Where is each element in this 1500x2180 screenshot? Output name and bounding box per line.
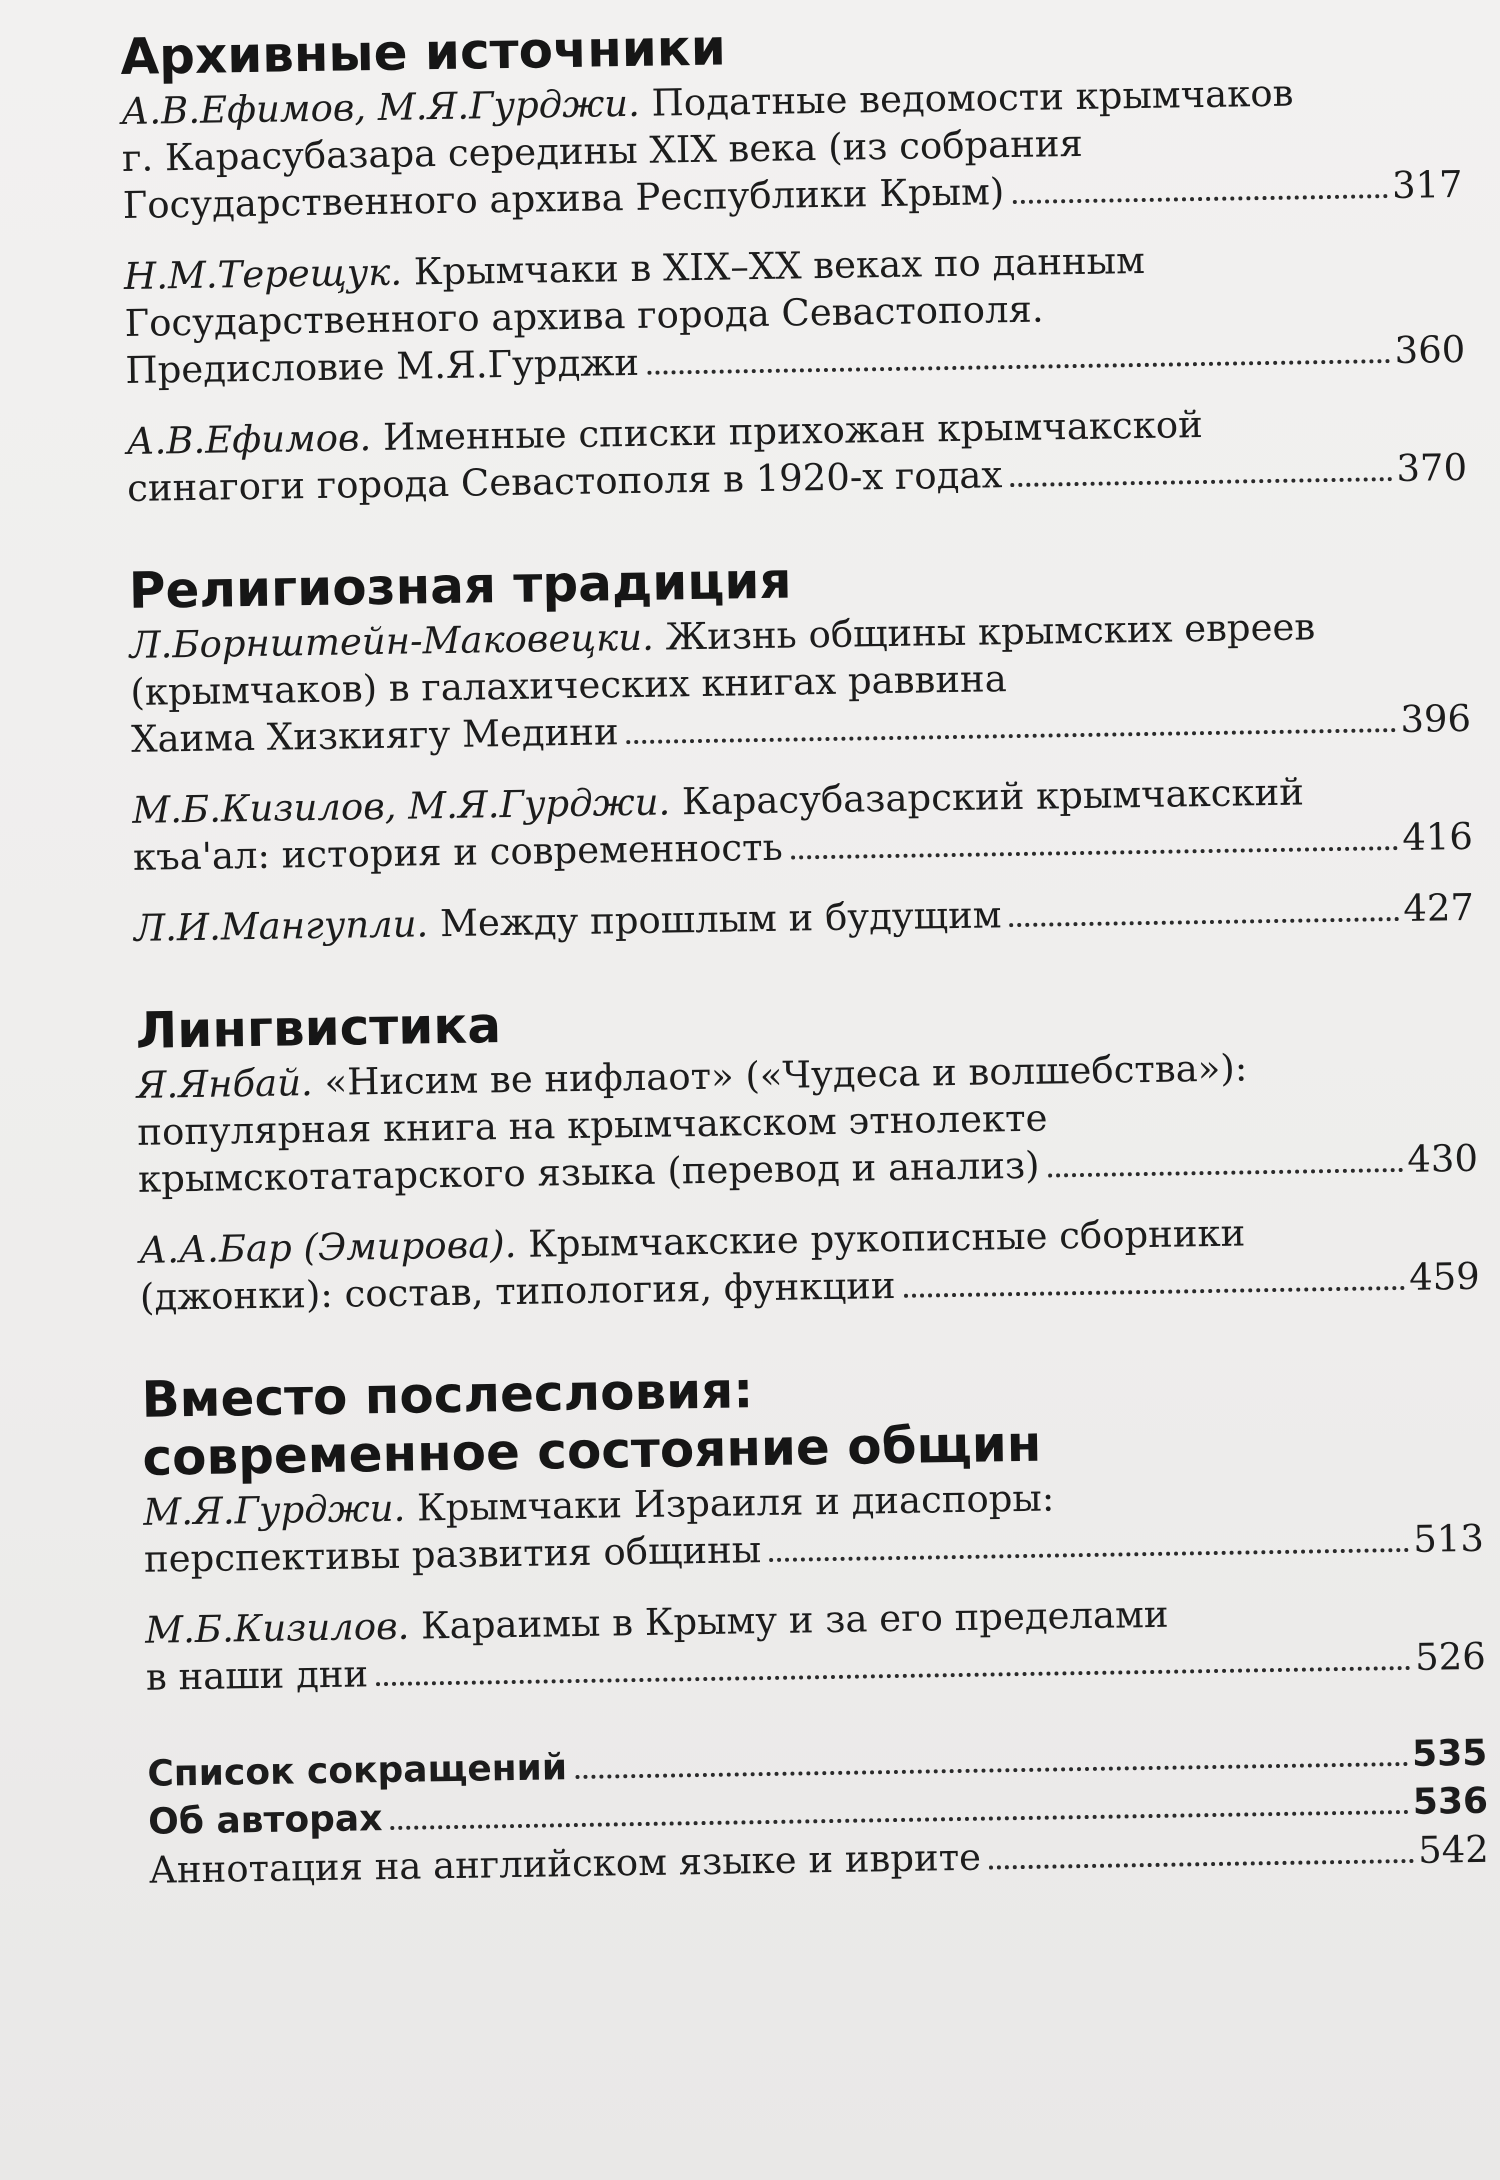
entry-title-line: Караимы в Крыму и за его пределами — [420, 1592, 1169, 1648]
entry-text — [134, 891, 1002, 952]
toc-entry — [121, 67, 1463, 229]
page-number: 317 — [1391, 162, 1463, 208]
toc-entry — [136, 1041, 1478, 1203]
page-number: 526 — [1414, 1634, 1487, 1679]
dot-leader — [1010, 477, 1392, 487]
back-matter — [147, 1730, 1489, 1895]
table-of-contents — [120, 7, 1489, 1895]
back-matter-label: Об авторах — [147, 1798, 383, 1843]
entry-title-line: крымскотатарского языка (перевод и анализ) — [137, 1143, 1040, 1201]
page-number: 536 — [1412, 1780, 1489, 1823]
entry-title-line: Между прошлым и будущим — [439, 893, 1002, 946]
entry-author: М.Б.Кизилов, М.Я.Гурджи. — [131, 780, 671, 832]
entry-title-line: «Нисим ве нифлаот» («Чудеса и волшебства»): — [324, 1046, 1248, 1104]
entry-title-line: популярная книга на крымчакском этнолекте — [137, 1096, 1048, 1154]
dot-leader — [1010, 917, 1400, 927]
page-number: 416 — [1401, 814, 1474, 859]
entry-title-line: къа'ал: история и современность — [132, 825, 784, 879]
entry-author: М.Б.Кизилов. — [144, 1604, 410, 1652]
dot-leader — [989, 1859, 1414, 1870]
page-number: 542 — [1417, 1827, 1490, 1872]
entry-title-line: Карасубазарский крымчакский — [681, 770, 1305, 824]
entry-author: А.А.Бар (Эмирова). — [138, 1222, 517, 1272]
entry-title-line: Крымчаки в XIX–XX веках по данным — [413, 238, 1146, 294]
entry-title-line: Крымчакские рукописные сборники — [527, 1211, 1246, 1266]
entry-title-line: в наши дни — [145, 1652, 369, 1699]
dot-leader — [391, 1810, 1410, 1830]
entry-author: М.Я.Гурджи. — [142, 1486, 406, 1534]
entry-author: А.В.Ефимов. — [126, 416, 372, 463]
entry-title-line: Именные списки прихожан крымчакской — [382, 403, 1204, 459]
toc-entry — [126, 397, 1467, 512]
entry-title-line: синагоги города Севастополя в 1920-х годах — [126, 453, 1003, 510]
entry-title-line: Хаима Хизкиягу Медини — [130, 710, 619, 761]
back-matter-label: Аннотация на английском языке и иврите — [148, 1835, 982, 1892]
entry-title-line: Предисловие М.Я.Гурджи — [125, 340, 640, 392]
page-number: 427 — [1403, 885, 1475, 930]
section-title: Архивные источники — [120, 18, 727, 86]
dot-leader — [376, 1666, 1411, 1686]
toc-entry — [124, 232, 1466, 394]
entry-author: Н.М.Терещук. — [123, 250, 403, 298]
entry-last-line — [134, 884, 1475, 952]
entry-title-line: Жизнь общины крымских евреев — [665, 605, 1316, 659]
entry-title-line: Крымчаки Израиля и диаспоры: — [416, 1476, 1055, 1530]
toc-entry — [134, 884, 1475, 952]
entry-title-line: (крымчаков) в галахических книгах раввина — [130, 657, 1008, 714]
dot-leader — [575, 1762, 1408, 1779]
entry-title-line: Податные ведомости крымчаков — [651, 71, 1294, 125]
toc-entry — [139, 1206, 1480, 1321]
section-title: Религиозная традиция — [128, 551, 792, 620]
toc-entry — [132, 766, 1473, 881]
entry-title-line: г. Карасубазара середины XIX века (из собрания — [121, 121, 1084, 180]
section-title: Лингвистика — [135, 996, 502, 1060]
back-matter-label: Список сокращений — [147, 1747, 568, 1795]
dot-leader — [647, 359, 1391, 375]
entry-title-line: перспективы развития общины — [143, 1528, 762, 1581]
entry-author: А.В.Ефимов, М.Я.Гурджи. — [120, 81, 641, 133]
dot-leader — [1012, 194, 1388, 204]
dot-leader — [1048, 1168, 1404, 1178]
page-number: 396 — [1400, 696, 1472, 741]
entry-title-line: (джонки): состав, типология, функции — [139, 1263, 896, 1319]
dot-leader — [627, 728, 1397, 744]
page-number: 430 — [1406, 1136, 1479, 1181]
toc-entry — [129, 601, 1471, 763]
page-number: 535 — [1411, 1732, 1488, 1775]
page-number: 513 — [1412, 1516, 1485, 1561]
entry-title-line: Государственного архива города Севастополя. — [124, 287, 1044, 345]
dot-leader — [769, 1548, 1409, 1562]
toc-entry — [145, 1586, 1486, 1701]
section-title: Вместо послесловия: современное состояние общин — [141, 1361, 1042, 1487]
page-number: 459 — [1408, 1254, 1481, 1299]
dot-leader — [904, 1286, 1406, 1298]
entry-title-line: Государственного архива Республики Крым) — [122, 170, 1005, 227]
page-number: 360 — [1394, 327, 1466, 373]
entry-author: Л.И.Мангупли. — [133, 902, 429, 950]
toc-entry — [143, 1468, 1484, 1583]
page-number: 370 — [1396, 445, 1468, 491]
dot-leader — [791, 846, 1399, 860]
entry-author: Л.Борнштейн-Маковецки. — [129, 615, 655, 667]
entry-author: Я.Янбай. — [136, 1061, 314, 1107]
